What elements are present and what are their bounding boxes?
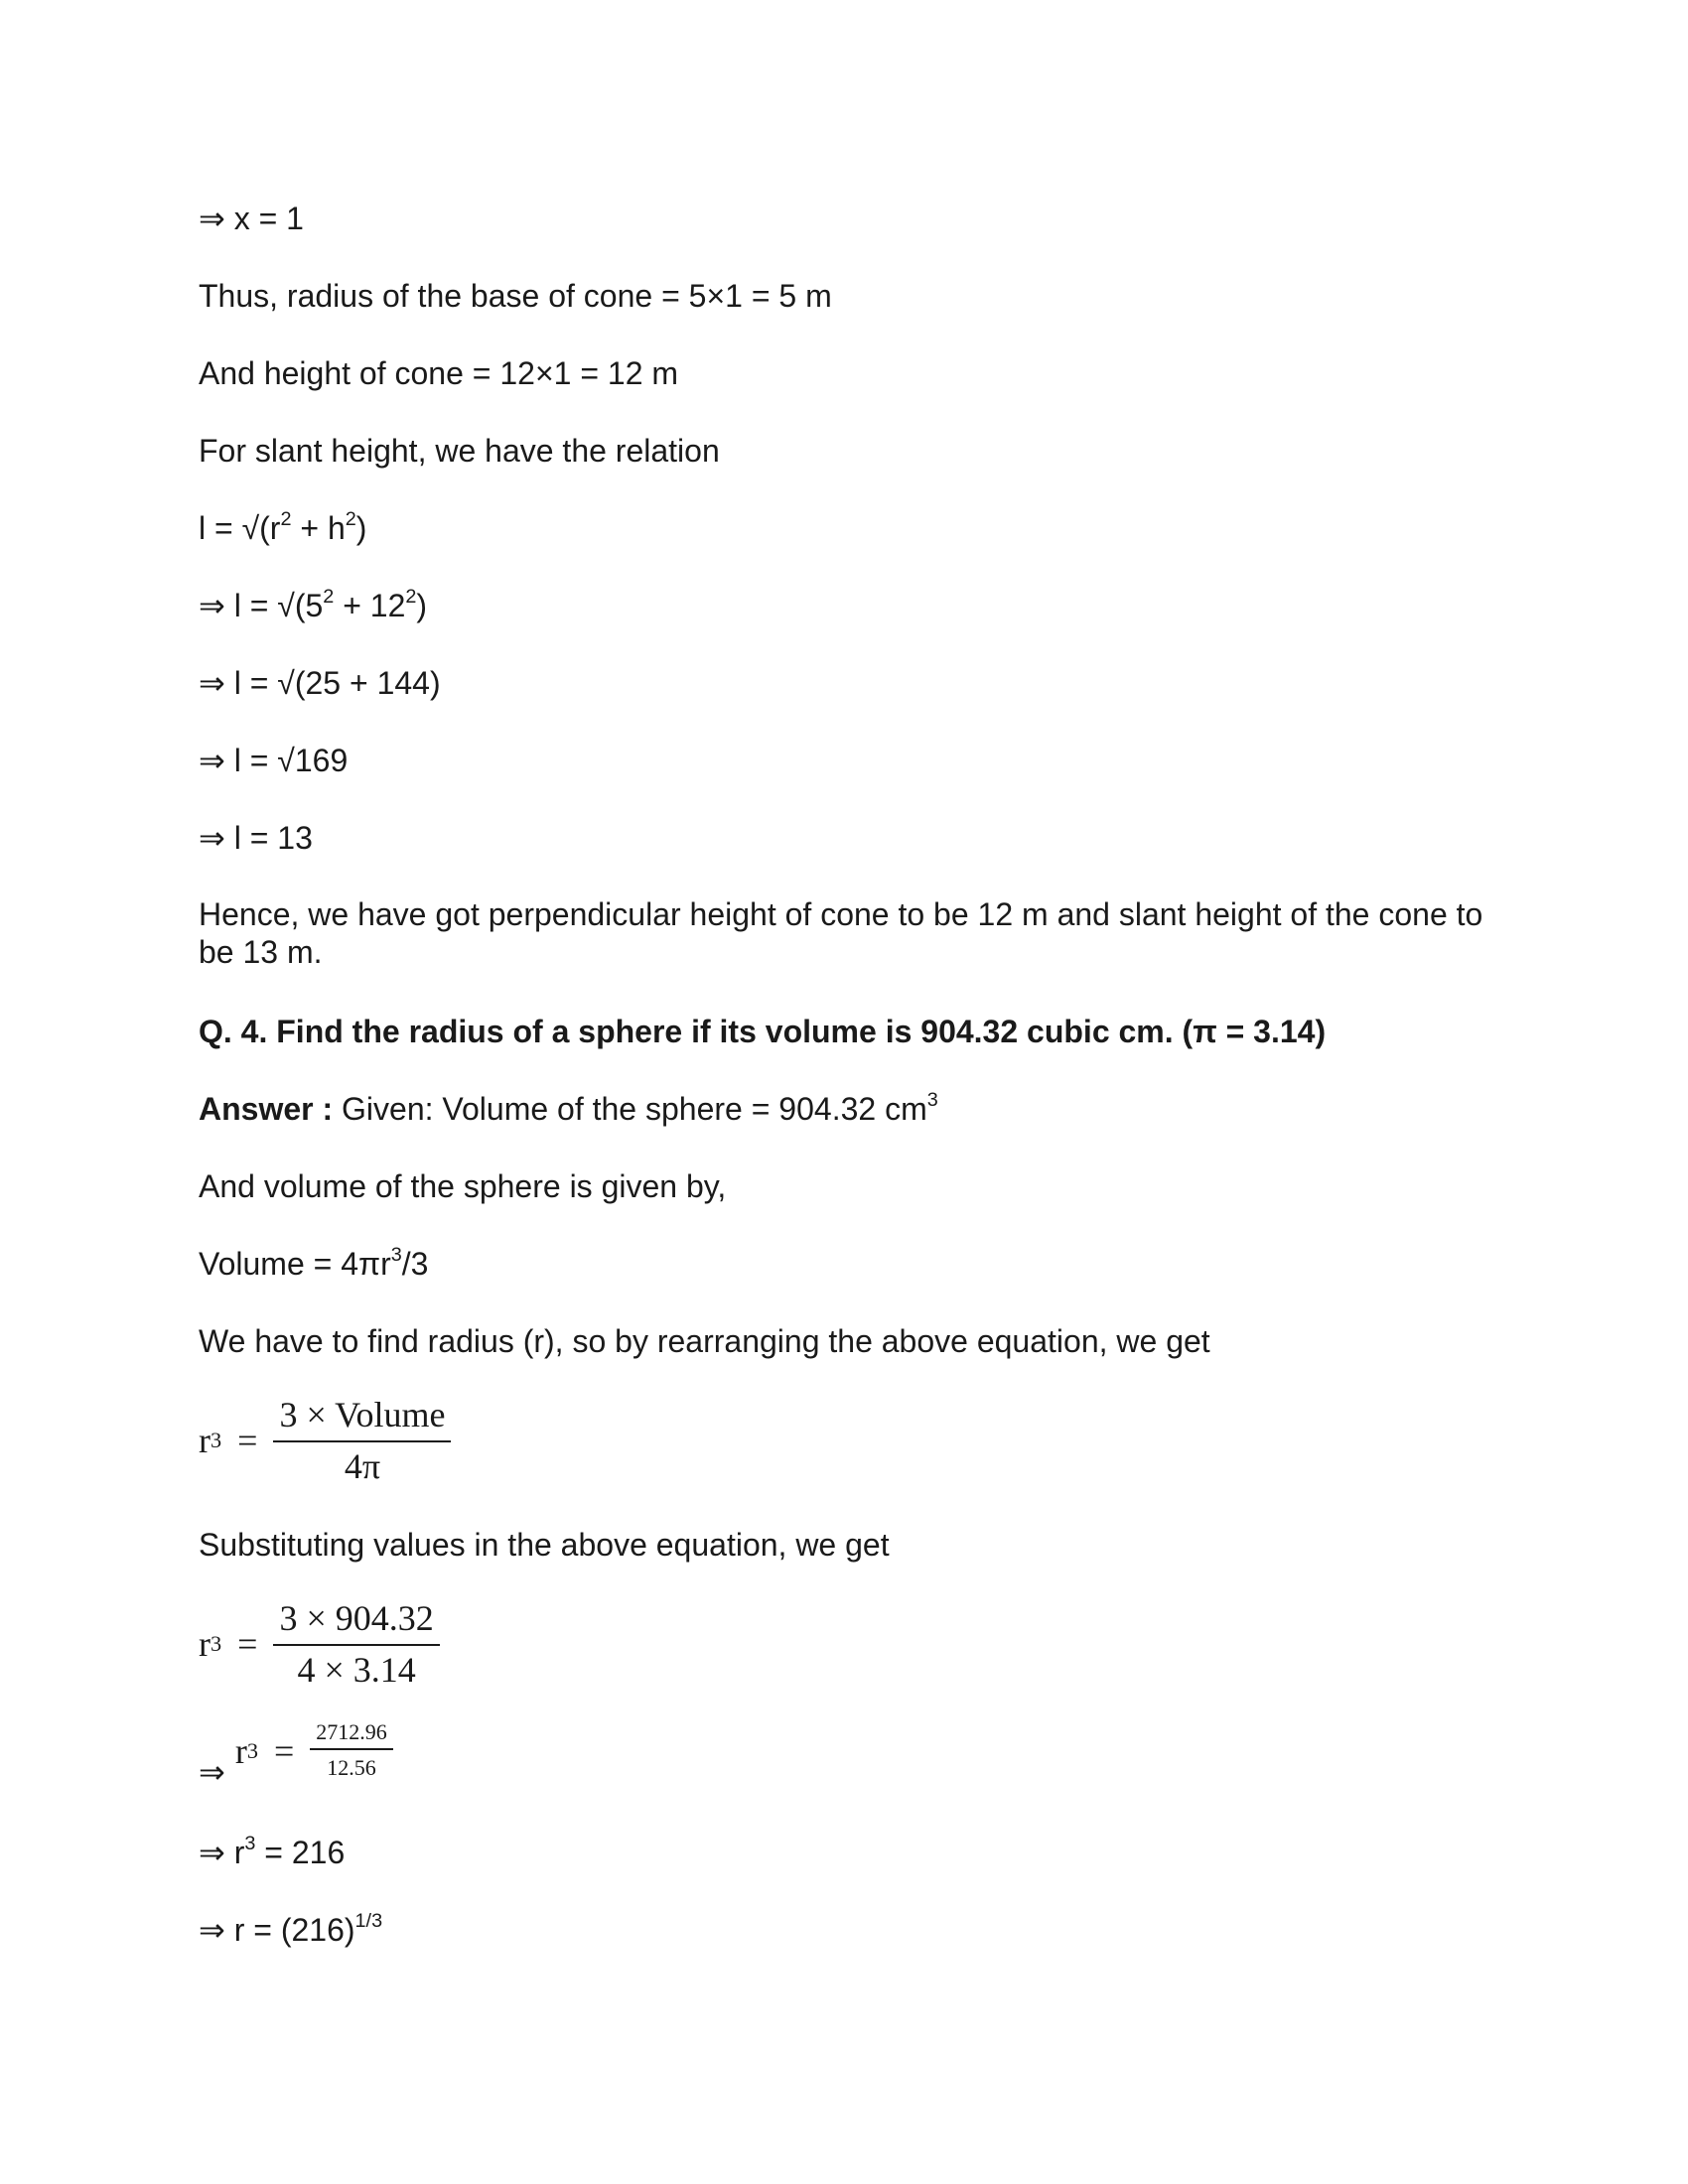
slant-height-formula: $l = √(r^2 + h^2)$ <box>199 508 367 546</box>
question-4-heading: Q. 4. Find the radius of a sphere if its volume is 904.32 cubic cm. (π = 3.14) <box>199 1014 1327 1049</box>
fraction: $\frac{\text{3 × Volume}}{4\pi}$ <box>273 1395 451 1486</box>
volume-formula: Volume = $4\pi r^3/3$ <box>199 1244 429 1282</box>
volume-formula-intro: And volume of the sphere is given by, <box>199 1168 727 1204</box>
slant-height-intro: For slant height, we have the relation <box>199 433 720 469</box>
substituted-formula: r 3 = $\frac{3 \times 904.32}{4 \times 3.14}$ <box>199 1598 440 1690</box>
rearranged-formula: r 3 = $\frac{\text{3 × Volume}}{4\pi}$ <box>199 1395 451 1486</box>
fraction: $\frac{3 \times 904.32}{4 \times 3.14}$ <box>273 1598 439 1690</box>
height-statement: And height of cone = 12×1 = 12 m <box>199 355 679 391</box>
cube-result: ⇒ $r^3 = 216$ <box>199 1833 346 1870</box>
slant-height-substitution: ⇒ $l = √(5^2 + 12^2)$ <box>199 586 428 623</box>
computed-fraction: ⇒ r 3 = $\frac{2712.96}{12.56}$ <box>199 1719 393 1792</box>
fraction: $\frac{2712.96}{12.56}$ <box>310 1719 393 1782</box>
substitution-intro: Substituting values in the above equation, we get <box>199 1527 890 1563</box>
answer-given: Answer : Given: Volume of the sphere = 904.32 $cm^3$ <box>199 1089 938 1127</box>
answer-label: Answer : <box>199 1091 334 1127</box>
step-x-equals-1: ⇒ x = 1 <box>199 201 304 236</box>
slant-height-step-root: ⇒ l = √169 <box>199 743 349 778</box>
conclusion-paragraph: Hence, we have got perpendicular height of cone to be 12 m and slant height of the cone to be 13 m. <box>199 896 1483 970</box>
slant-height-step-sum: ⇒ l = √(25 + 144) <box>199 665 441 701</box>
rearrange-intro: We have to find radius (r), so by rearranging the above equation, we get <box>199 1323 1210 1359</box>
radius-statement: Thus, radius of the base of cone = 5×1 = 5 m <box>199 278 832 314</box>
cube-root-step: ⇒ $r = (216)^{1/3}$ <box>199 1910 383 1948</box>
slant-height-result: ⇒ l = 13 <box>199 820 313 856</box>
